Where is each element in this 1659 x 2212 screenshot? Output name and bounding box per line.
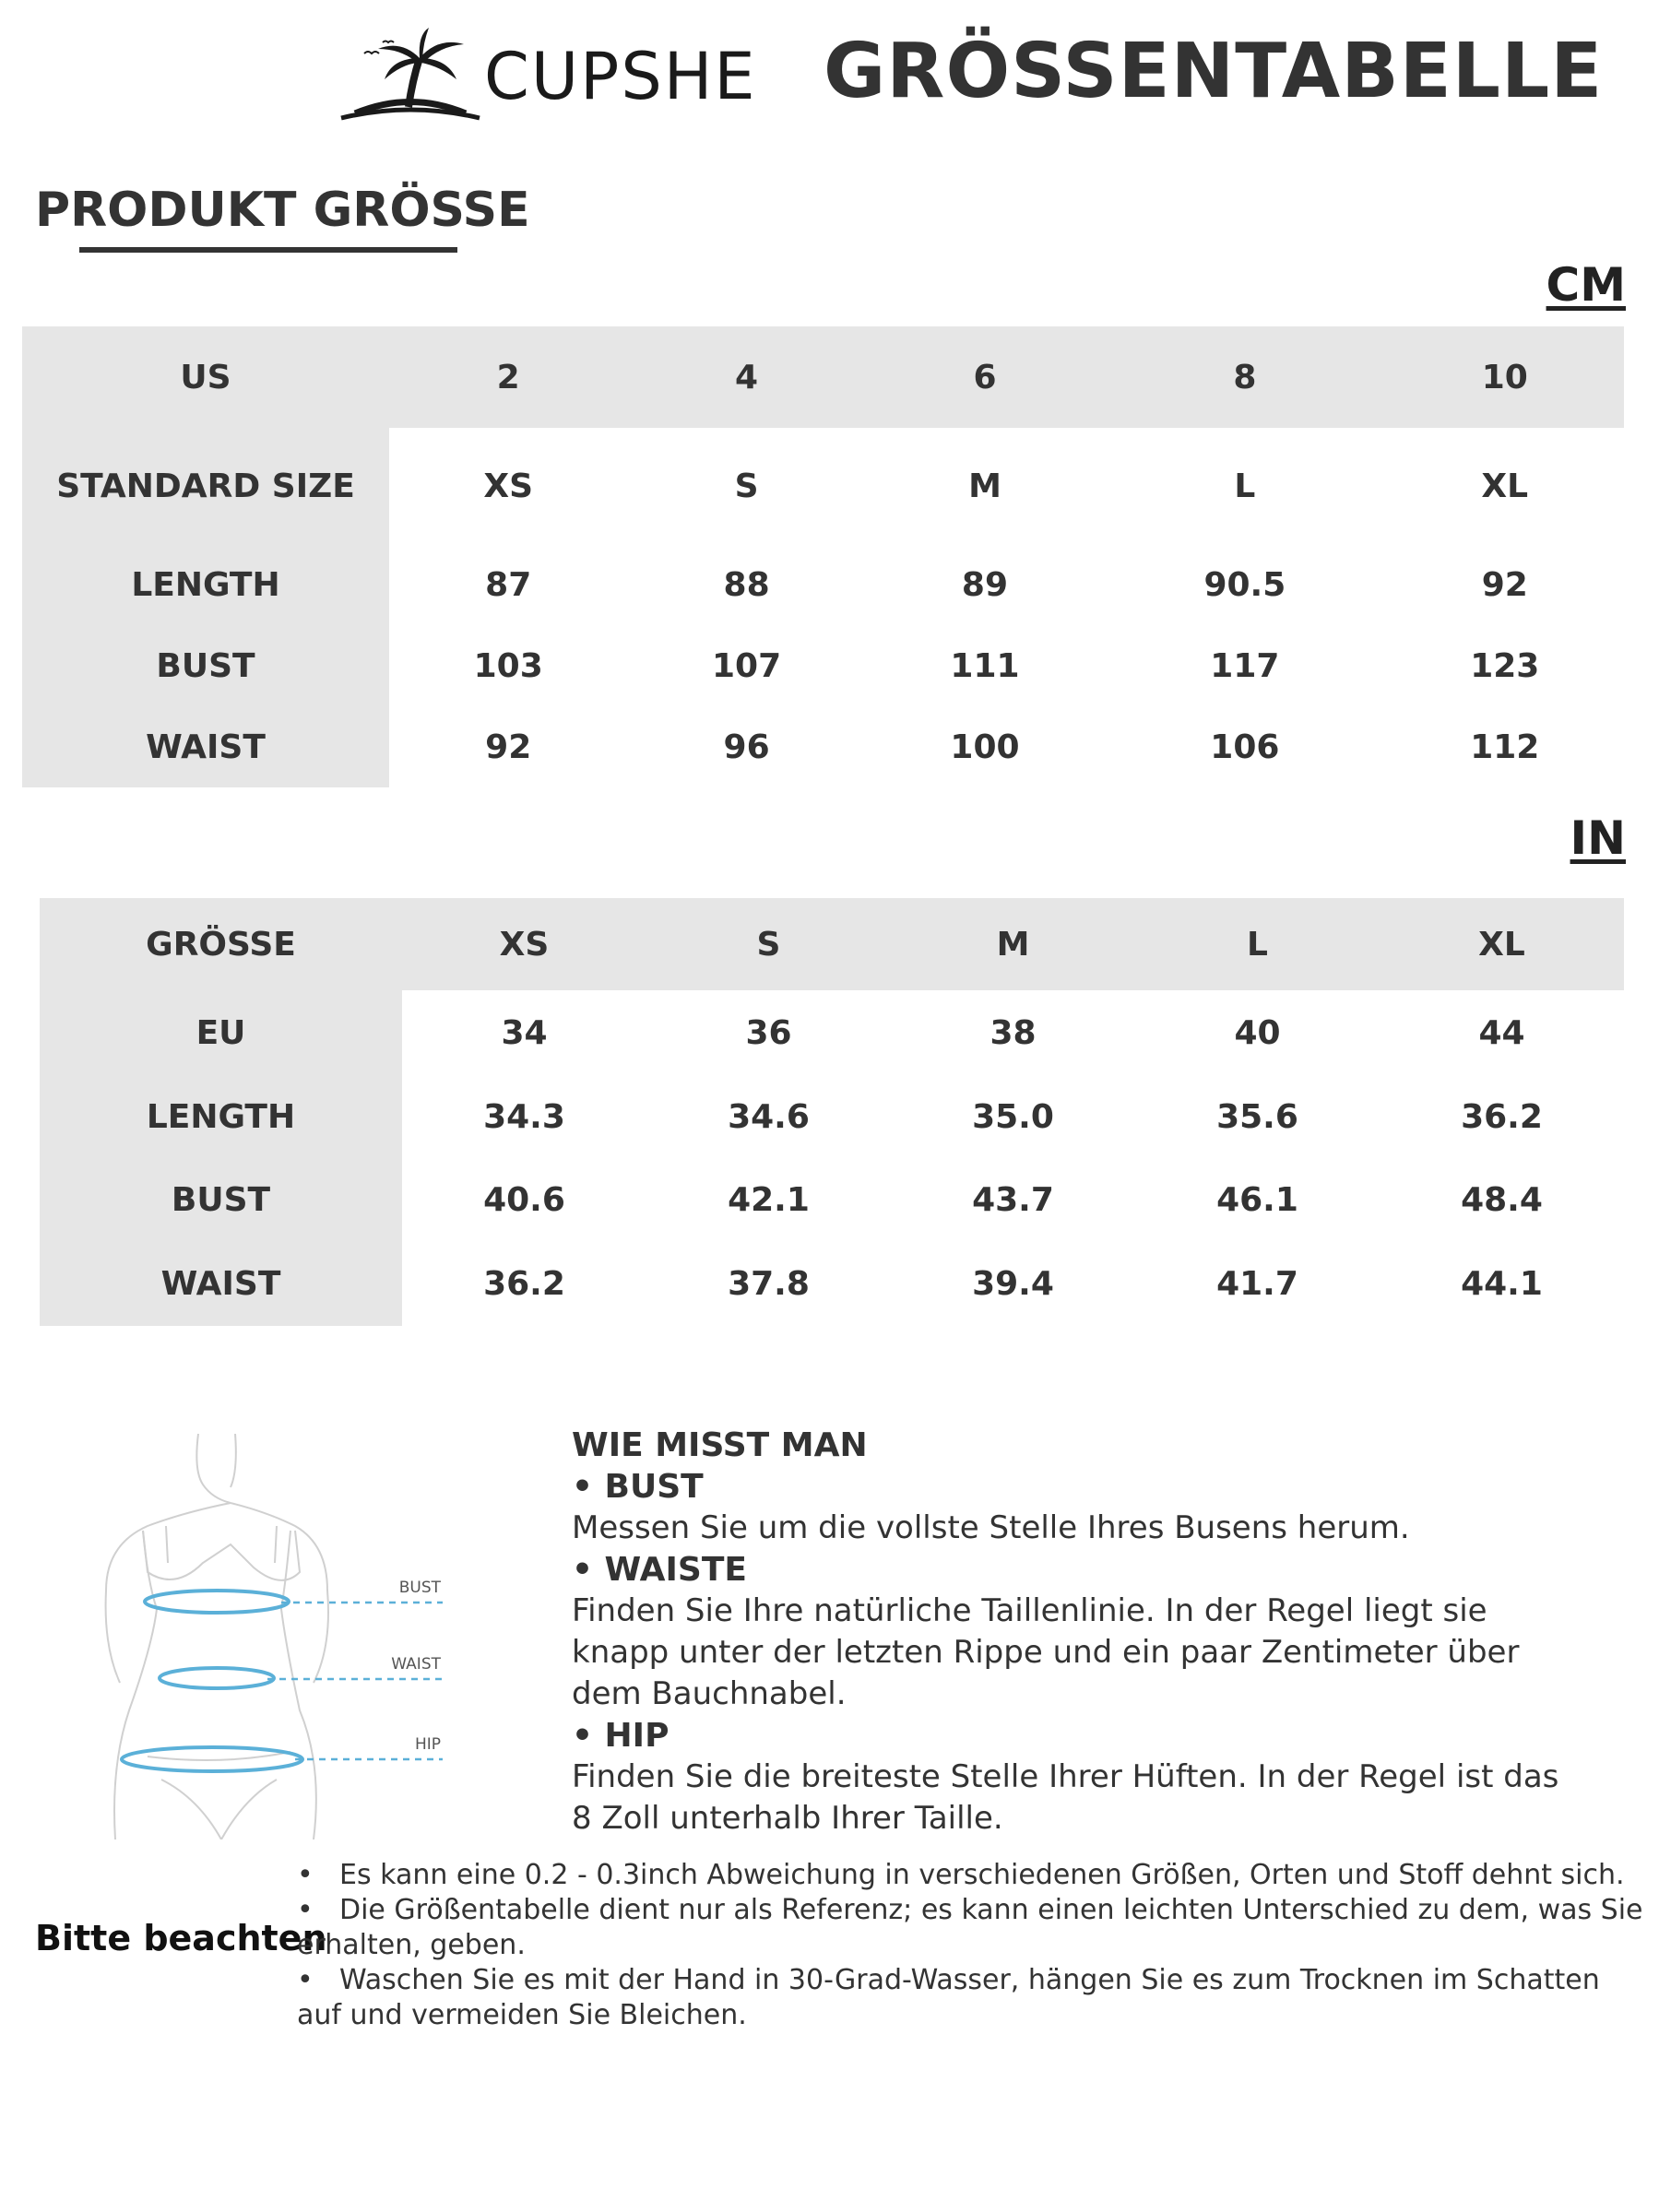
table-cell: L [1135, 898, 1380, 990]
note-text: Die Größentabelle dient nur als Referenz; es kann einen leichten Unterschied zu dem, was Sie erhalten, geben. [297, 1894, 1643, 1961]
table-cell: 34 [501, 1013, 548, 1052]
table-cell: 42.1 [728, 1180, 810, 1219]
table-cell: 100 [950, 727, 1020, 766]
table-cell: XS [483, 467, 534, 505]
table-cell: M [968, 467, 1001, 505]
table-cell: 36.2 [1461, 1097, 1543, 1136]
table-cell: 48.4 [1461, 1180, 1543, 1219]
table-row [22, 625, 1624, 706]
table-cell: 40 [1234, 1013, 1281, 1052]
measure-item-title: • BUST [572, 1468, 704, 1506]
note-item [297, 1963, 1653, 2033]
note-item [297, 1893, 1653, 1963]
table-cell: 36 [745, 1013, 792, 1052]
figure-label-waist: WAIST [391, 1655, 441, 1674]
measuring-instructions [572, 1425, 1632, 1839]
table-cell: 117 [1210, 646, 1280, 685]
table-cell: 36.2 [483, 1264, 565, 1303]
bullet: • [297, 1859, 314, 1891]
table-cell: 6 [866, 326, 1104, 428]
size-table-cm [22, 326, 1624, 787]
table-cell: 35.0 [972, 1097, 1054, 1136]
table-cell: M [891, 898, 1135, 990]
row-header-cell: LENGTH [40, 1075, 402, 1158]
page-title: GRÖSSENTABELLE [824, 28, 1604, 115]
row-header-cell: GRÖSSE [40, 898, 402, 990]
section-title: PRODUKT GRÖSSE [35, 183, 530, 238]
table-cell: 39.4 [972, 1264, 1054, 1303]
table-cell: 89 [961, 565, 1009, 604]
unit-label-cm: CM [1546, 258, 1626, 312]
row-header-cell: STANDARD SIZE [22, 428, 389, 544]
table-row [40, 1075, 1624, 1158]
table-cell: 34.3 [483, 1097, 565, 1136]
table-cell: 44.1 [1461, 1264, 1543, 1303]
table-cell: 37.8 [728, 1264, 810, 1303]
table-cell: 123 [1470, 646, 1540, 685]
measure-item-text: dem Bauchnabel. [572, 1675, 847, 1712]
table-cell: 92 [1481, 565, 1528, 604]
table-cell: 35.6 [1216, 1097, 1298, 1136]
table-cell: 88 [723, 565, 770, 604]
measure-item-text: knapp unter der letzten Rippe und ein paar Zentimeter über [572, 1634, 1520, 1671]
table-cell: 38 [989, 1013, 1037, 1052]
measure-item-text: 8 Zoll unterhalb Ihrer Taille. [572, 1800, 1003, 1837]
table-cell: 10 [1386, 326, 1624, 428]
table-cell: XL [1481, 467, 1529, 505]
measure-item-title: • HIP [572, 1717, 670, 1755]
table-row [40, 1158, 1624, 1241]
table-cell: 40.6 [483, 1180, 565, 1219]
brand [327, 26, 757, 127]
table-row [40, 898, 1624, 990]
measure-item-text: Finden Sie die breiteste Stelle Ihrer Hüften. In der Regel ist das [572, 1758, 1559, 1795]
table-cell: 46.1 [1216, 1180, 1298, 1219]
measure-item-text: Finden Sie Ihre natürliche Taillenlinie. In der Regel liegt sie [572, 1592, 1487, 1629]
body-measurement-figure [92, 1434, 461, 1839]
note-text: Es kann eine 0.2 - 0.3inch Abweichung in verschiedenen Größen, Orten und Stoff dehnt sich. [339, 1859, 1625, 1891]
notes-label: Bitte beachten [35, 1918, 327, 1958]
row-header-cell: WAIST [40, 1241, 402, 1326]
table-row [22, 326, 1624, 428]
table-cell: 8 [1104, 326, 1385, 428]
table-cell: 87 [485, 565, 532, 604]
table-row [40, 1241, 1624, 1326]
row-header-cell: WAIST [22, 706, 389, 787]
table-cell: 41.7 [1216, 1264, 1298, 1303]
table-cell: 4 [627, 326, 865, 428]
table-cell: 106 [1210, 727, 1280, 766]
table-cell: 96 [723, 727, 770, 766]
table-row [22, 544, 1624, 625]
table-cell: 103 [473, 646, 543, 685]
palm-tree-logo-icon [327, 26, 493, 127]
table-cell: 43.7 [972, 1180, 1054, 1219]
row-header-cell: US [22, 326, 389, 428]
figure-label-hip: HIP [414, 1735, 441, 1754]
unit-label-in: IN [1570, 811, 1626, 865]
table-cell: 34.6 [728, 1097, 810, 1136]
table-cell: 111 [950, 646, 1020, 685]
table-cell: 90.5 [1203, 565, 1286, 604]
section-underline [79, 247, 457, 253]
table-cell: S [734, 467, 759, 505]
note-item [297, 1858, 1653, 1893]
table-row [40, 990, 1624, 1075]
table-row [22, 428, 1624, 544]
bullet: • [297, 1894, 314, 1926]
table-cell: 112 [1470, 727, 1540, 766]
notes-list [297, 1858, 1653, 2033]
table-cell: L [1234, 467, 1256, 505]
note-text: Waschen Sie es mit der Hand in 30-Grad-Wasser, hängen Sie es zum Trocknen im Schatten auf und vermeiden Sie Bleichen. [297, 1964, 1600, 2031]
figure-label-bust: BUST [398, 1579, 441, 1597]
bullet: • [297, 1964, 314, 1996]
row-header-cell: BUST [40, 1158, 402, 1241]
measure-item-text: Messen Sie um die vollste Stelle Ihres Busens herum. [572, 1509, 1410, 1546]
row-header-cell: BUST [22, 625, 389, 706]
table-cell: XL [1380, 898, 1624, 990]
table-cell: 92 [485, 727, 532, 766]
table-row [22, 706, 1624, 787]
table-cell: 44 [1478, 1013, 1525, 1052]
row-header-cell: LENGTH [22, 544, 389, 625]
measure-heading: WIE MISST MAN [572, 1426, 868, 1464]
table-cell: 2 [389, 326, 627, 428]
table-cell: 107 [712, 646, 782, 685]
table-cell: S [646, 898, 891, 990]
measure-item-title: • WAISTE [572, 1551, 747, 1589]
table-cell: XS [402, 898, 646, 990]
row-header-cell: EU [40, 990, 402, 1075]
brand-name: CUPSHE [484, 39, 757, 114]
size-table-in [40, 898, 1624, 1326]
